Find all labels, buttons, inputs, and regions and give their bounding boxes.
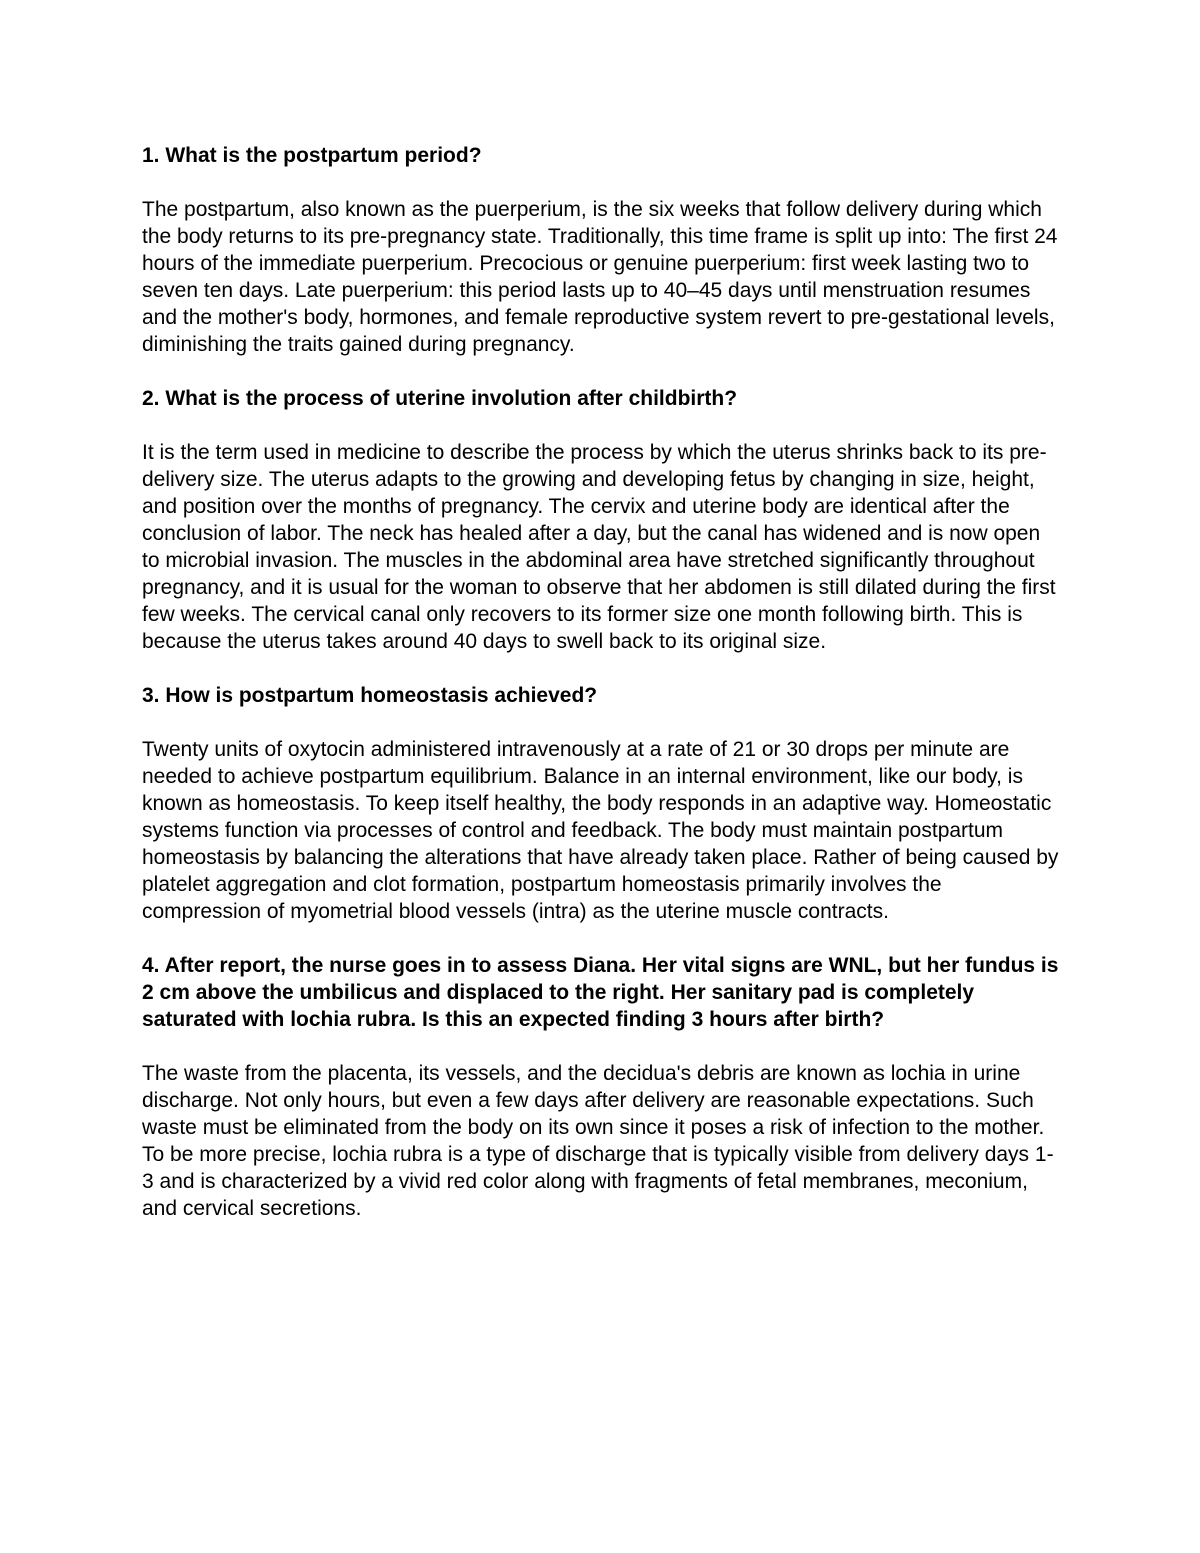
qa-section-3: [142, 682, 1062, 925]
question-3: 3. How is postpartum homeostasis achieved?: [142, 684, 598, 707]
answer-3: Twenty units of oxytocin administered intravenously at a rate of 21 or 30 drops per minute are needed to achieve postpartum equilibrium. Balance in an internal environment, like our body, is known as homeostasis. To keep itself healthy, the body responds in an adaptive way. Homeostatic systems function via processes of control and feedback. The body must maintain postpartum homeostasis by balancing the alterations that have already taken place. Rather of being caused by platelet aggregation and clot formation, postpartum homeostasis primarily involves the compression of myometrial blood vessels (intra) as the uterine muscle contracts.: [142, 738, 1059, 923]
qa-section-2: [142, 385, 1062, 655]
answer-4: The waste from the placenta, its vessels, and the decidua's debris are known as lochia in urine discharge. Not only hours, but even a few days after delivery are reasonable expectations. Such waste must be eliminated from the body on its own since it poses a risk of infection to the mother. To be more precise, lochia rubra is a type of discharge that is typically visible from delivery days 1-3 and is characterized by a vivid red color along with fragments of fetal membranes, meconium, and cervical secretions.: [142, 1062, 1054, 1220]
qa-section-4: [142, 952, 1062, 1222]
document-page: [142, 142, 1062, 1249]
question-1: 1. What is the postpartum period?: [142, 144, 482, 167]
question-4: 4. After report, the nurse goes in to assess Diana. Her vital signs are WNL, but her fundus is 2 cm above the umbilicus and displaced to the right. Her sanitary pad is completely saturated with lochia rubra. Is this an expected finding 3 hours after birth?: [142, 954, 1059, 1031]
answer-2: It is the term used in medicine to describe the process by which the uterus shrinks back to its pre-delivery size. The uterus adapts to the growing and developing fetus by changing in size, height, and position over the months of pregnancy. The cervix and uterine body are identical after the conclusion of labor. The neck has healed after a day, but the canal has widened and is now open to microbial invasion. The muscles in the abdominal area have stretched significantly throughout pregnancy, and it is usual for the woman to observe that her abdomen is still dilated during the first few weeks. The cervical canal only recovers to its former size one month following birth. This is because the uterus takes around 40 days to swell back to its original size.: [142, 441, 1056, 653]
question-2: 2. What is the process of uterine involution after childbirth?: [142, 387, 738, 410]
answer-1: The postpartum, also known as the puerperium, is the six weeks that follow delivery during which the body returns to its pre-pregnancy state. Traditionally, this time frame is split up into: The first 24 hours of the immediate puerperium. Precocious or genuine puerperium: first week lasting two to seven ten days. Late puerperium: this period lasts up to 40–45 days until menstruation resumes and the mother's body, hormones, and female reproductive system revert to pre-gestational levels, diminishing the traits gained during pregnancy.: [142, 198, 1058, 356]
qa-section-1: [142, 142, 1062, 358]
